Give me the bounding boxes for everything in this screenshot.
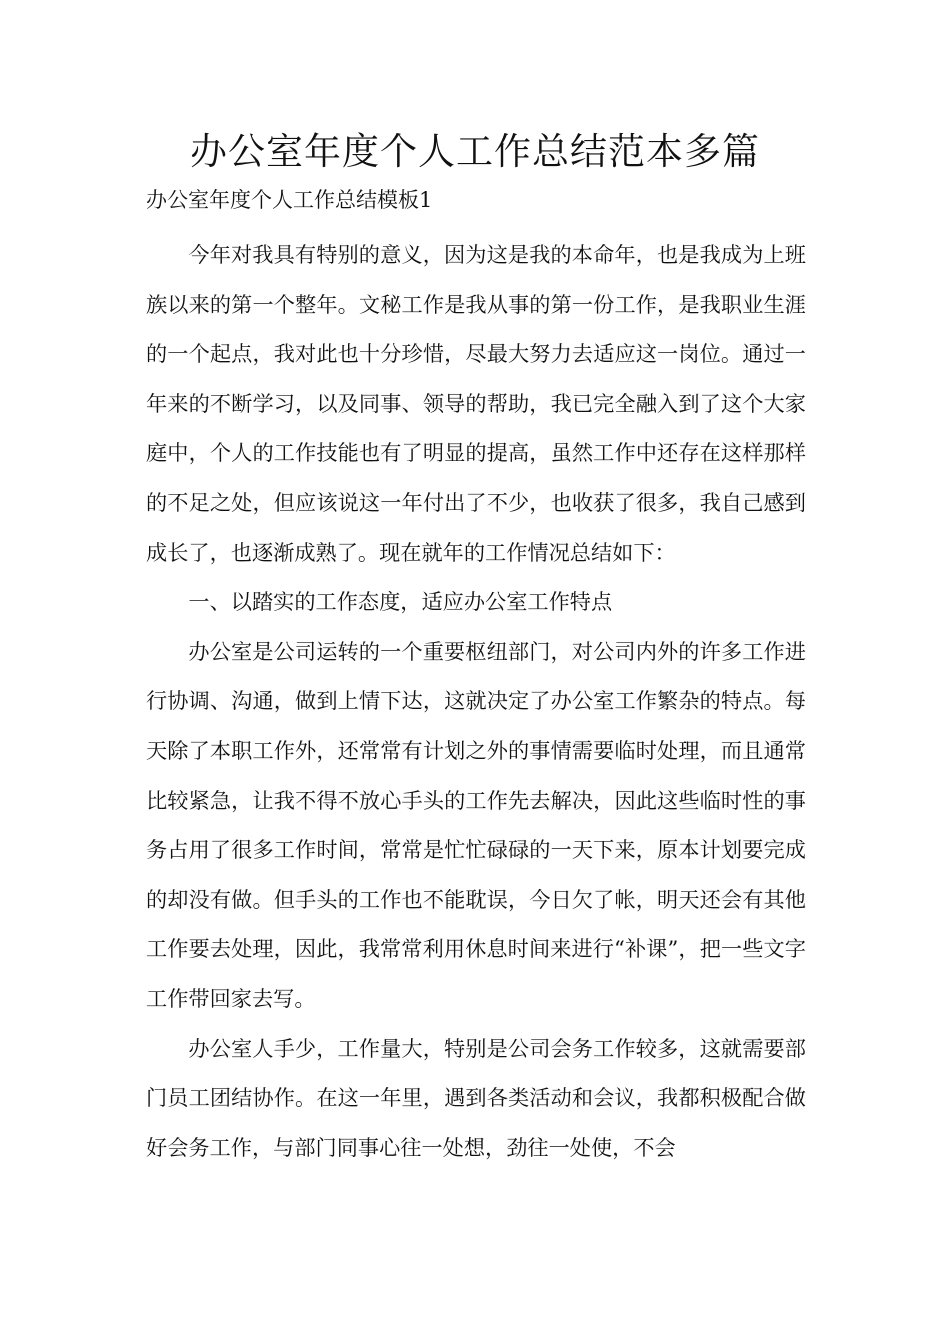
document-subtitle: 办公室年度个人工作总结模板1 (146, 188, 433, 212)
paragraph-section-1: 办公室是公司运转的一个重要枢纽部门，对公司内外的许多工作进行协调、沟通，做到上情下达，这就决定了办公室工作繁杂的特点。每天除了本职工作外，还常常有计划之外的事情需要临时处理，而且通常比较紧急，让我不得不放心手头的工作先去解决，因此这些临时性的事务占用了很多工作时间，常常是忙忙碌碌的一天下来，原本计划要完成的却没有做。但手头的工作也不能耽误，今日欠了帐，明天还会有其他工作要去处理，因此，我常常利用休息时间来进行“补课”，把一些文字工作带回家去写。 (146, 638, 806, 1011)
document-body (146, 180, 806, 1172)
document-title: 办公室年度个人工作总结范本多篇 (190, 130, 760, 173)
paragraph-intro: 今年对我具有特别的意义，因为这是我的本命年，也是我成为上班族以来的第一个整年。文秘工作是我从事的第一份工作，是我职业生涯的一个起点，我对此也十分珍惜，尽最大努力去适应这一岗位。通过一年来的不断学习，以及同事、领导的帮助，我已完全融入到了这个大家庭中，个人的工作技能也有了明显的提高，虽然工作中还存在这样那样的不足之处，但应该说这一年付出了不少，也收获了很多，我自己感到成长了，也逐渐成熟了。现在就年的工作情况总结如下： (146, 242, 806, 565)
paragraph-section-2: 办公室人手少，工作量大，特别是公司会务工作较多，这就需要部门员工团结协作。在这一年里，遇到各类活动和会议，我都积极配合做好会务工作，与部门同事心往一处想，劲往一处使，不会 (146, 1035, 806, 1160)
section-heading-1: 一、以踏实的工作态度，适应办公室工作特点 (188, 589, 613, 615)
